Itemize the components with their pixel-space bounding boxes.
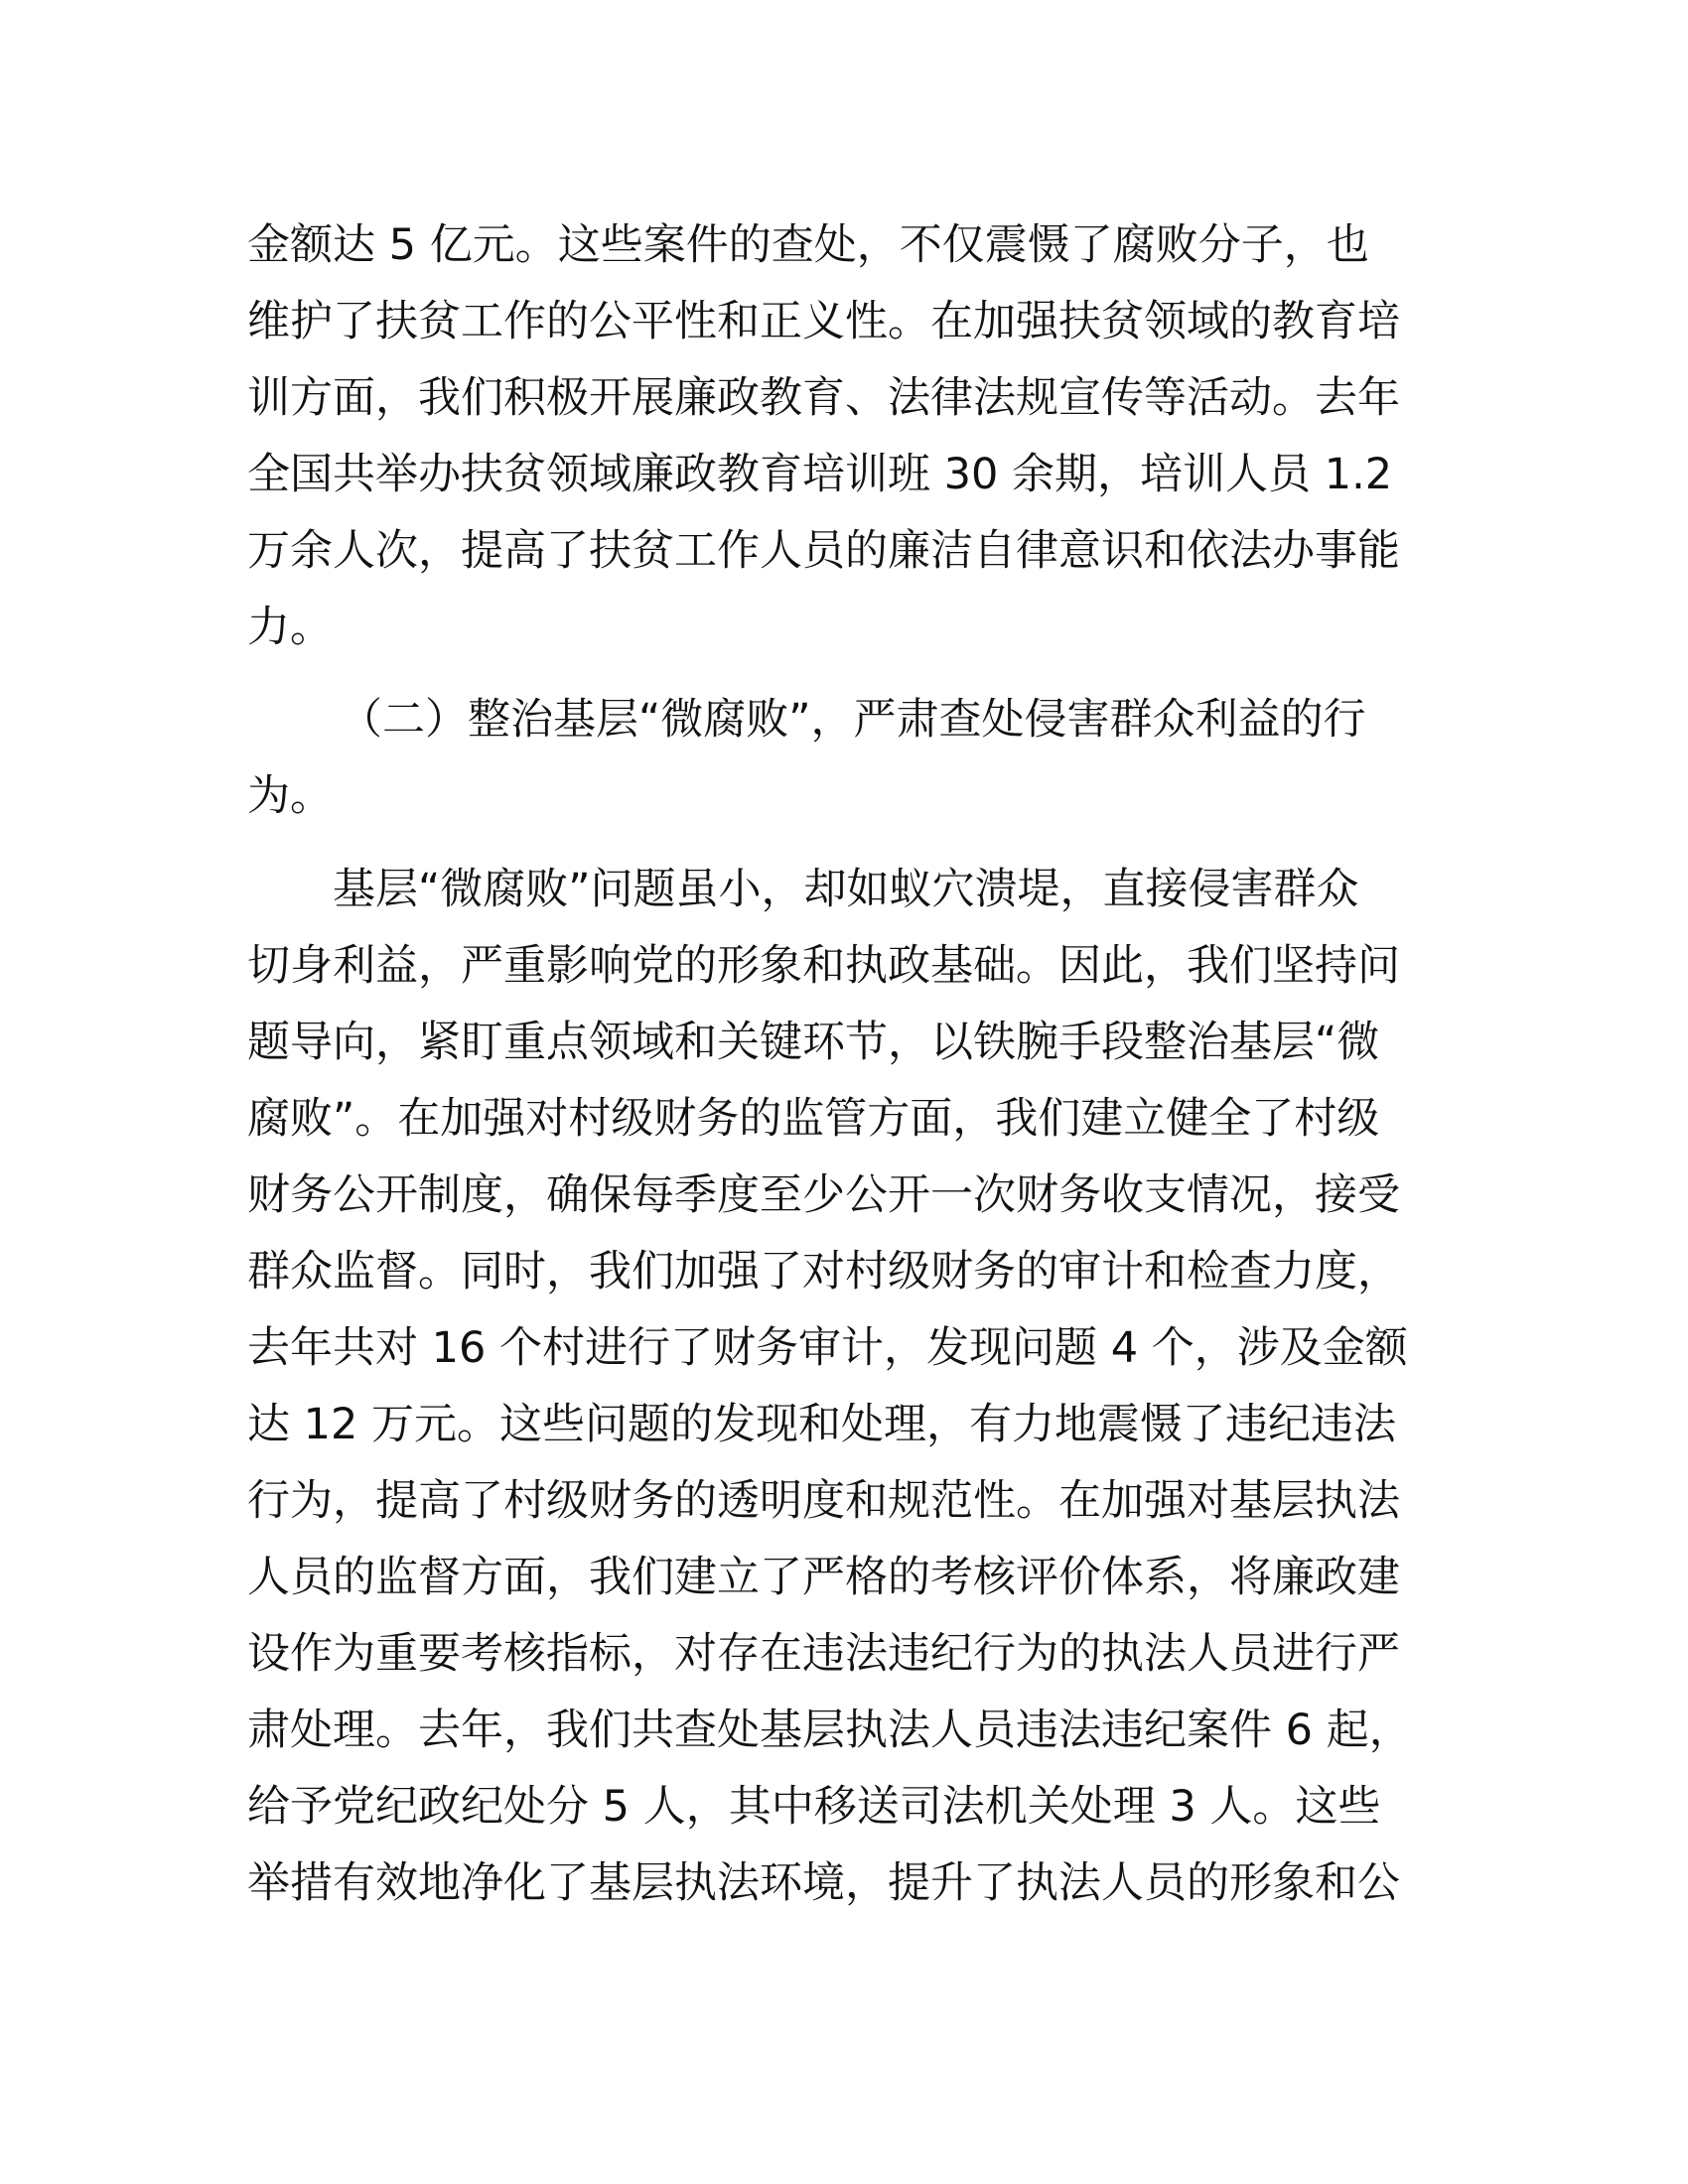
- paragraph-1-line-4: 全国共举办扶贫领域廉政教育培训班 30 余期，培训人员 1.2: [247, 450, 1393, 499]
- paragraph-2-line-4: 腐败”。在加强对村级财务的监管方面，我们建立健全了村级: [247, 1094, 1380, 1144]
- paragraph-2-line-11: 设作为重要考核指标，对存在违法违纪行为的执法人员进行严: [247, 1629, 1400, 1679]
- paragraph-2-line-10: 人员的监督方面，我们建立了严格的考核评价体系，将廉政建: [247, 1553, 1400, 1602]
- paragraph-1-line-3: 训方面，我们积极开展廉政教育、法律法规宣传等活动。去年: [247, 373, 1400, 423]
- section-heading-line-1: （二）整治基层“微腐败”，严肃查处侵害群众利益的行: [340, 695, 1366, 745]
- paragraph-2-line-9: 行为，提高了村级财务的透明度和规范性。在加强对基层执法: [247, 1476, 1400, 1526]
- paragraph-2-line-13: 给予党纪政纪处分 5 人，其中移送司法机关处理 3 人。这些: [247, 1782, 1381, 1832]
- paragraph-2-line-3: 题导向，紧盯重点领域和关键环节，以铁腕手段整治基层“微: [247, 1018, 1380, 1067]
- paragraph-2-line-6: 群众监督。同时，我们加强了对村级财务的审计和检查力度，: [247, 1247, 1400, 1297]
- paragraph-2-line-2: 切身利益，严重影响党的形象和执政基础。因此，我们坚持问: [247, 941, 1400, 991]
- paragraph-1-line-6: 力。: [247, 603, 333, 652]
- paragraph-1-line-2: 维护了扶贫工作的公平性和正义性。在加强扶贫领域的教育培: [247, 297, 1400, 346]
- paragraph-2-line-5: 财务公开制度，确保每季度至少公开一次财务收支情况，接受: [247, 1170, 1400, 1220]
- section-heading-line-2: 为。: [247, 771, 333, 821]
- paragraph-1-line-5: 万余人次，提高了扶贫工作人员的廉洁自律意识和依法办事能: [247, 526, 1400, 576]
- paragraph-2-line-7: 去年共对 16 个村进行了财务审计，发现问题 4 个，涉及金额: [247, 1323, 1408, 1373]
- paragraph-2-line-14: 举措有效地净化了基层执法环境，提升了执法人员的形象和公: [247, 1858, 1400, 1908]
- paragraph-2-line-1: 基层“微腐败”问题虽小，却如蚁穴溃堤，直接侵害群众: [333, 865, 1359, 914]
- paragraph-2-line-12: 肃处理。去年，我们共查处基层执法人员违法违纪案件 6 起，: [247, 1706, 1412, 1755]
- paragraph-1-line-1: 金额达 5 亿元。这些案件的查处，不仅震慑了腐败分子，也: [247, 220, 1369, 270]
- paragraph-2-line-8: 达 12 万元。这些问题的发现和处理，有力地震慑了违纪违法: [247, 1400, 1397, 1449]
